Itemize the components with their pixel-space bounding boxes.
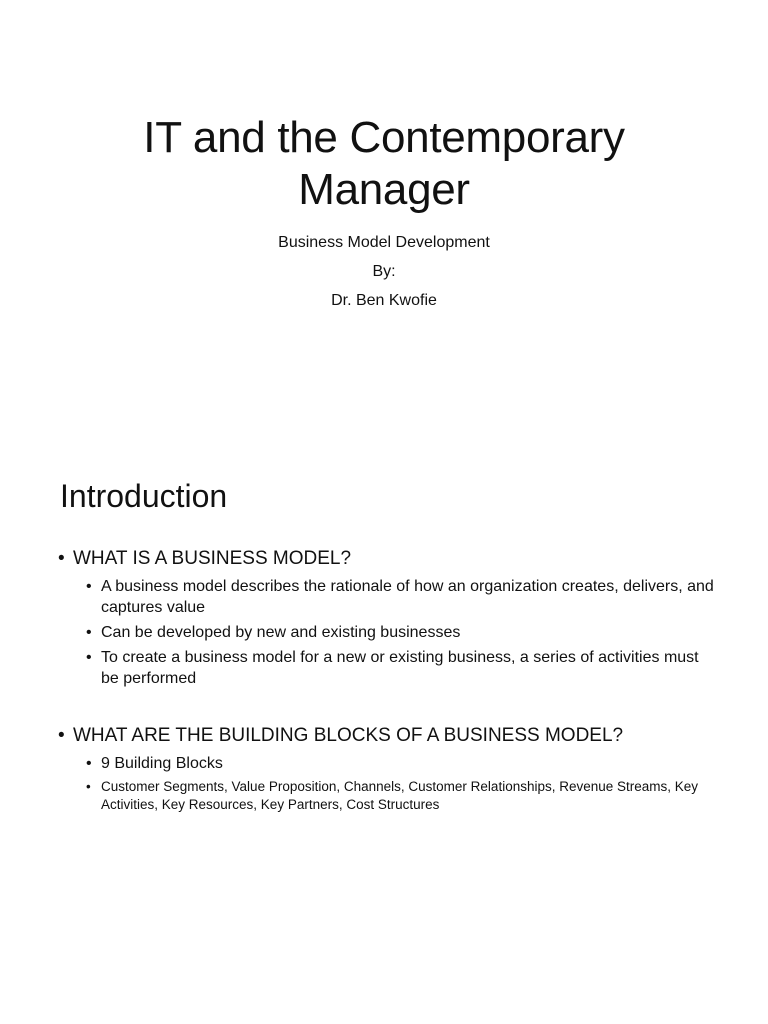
sub-bullet: • Customer Segments, Value Proposition, Channels, Customer Relationships, Revenue Streams, Key Activities, Key Resources, Key Partners, Cost Structures [58,778,718,814]
subtitle-block [100,228,668,315]
title-slide [0,0,768,420]
subtitle: Business Model Development [278,234,490,251]
title-line-2: Manager [298,165,470,214]
sub-bullet: • 9 Building Blocks [58,753,718,774]
title-line-1: IT and the Contemporary [143,113,625,162]
introduction-slide [0,420,768,1024]
bullet-question-1: • WHAT IS A BUSINESS MODEL? [58,546,718,572]
bullet-question-2: • WHAT ARE THE BUILDING BLOCKS OF A BUSINESS MODEL? [58,723,718,749]
spacer [58,693,718,723]
sub-bullet: • To create a business model for a new or existing business, a series of activities must be performed [58,647,718,689]
sub-bullet-list-1 [58,576,718,689]
by-label: By: [372,263,396,280]
presentation-title [60,112,708,216]
author-name: Dr. Ben Kwofie [331,292,437,309]
sub-bullet: • Can be developed by new and existing businesses [58,622,718,643]
sub-bullet: • A business model describes the rationale of how an organization creates, delivers, and captures value [58,576,718,618]
section-heading: Introduction [60,478,228,514]
bullet-content [58,546,718,818]
sub-bullet-list-2 [58,753,718,814]
